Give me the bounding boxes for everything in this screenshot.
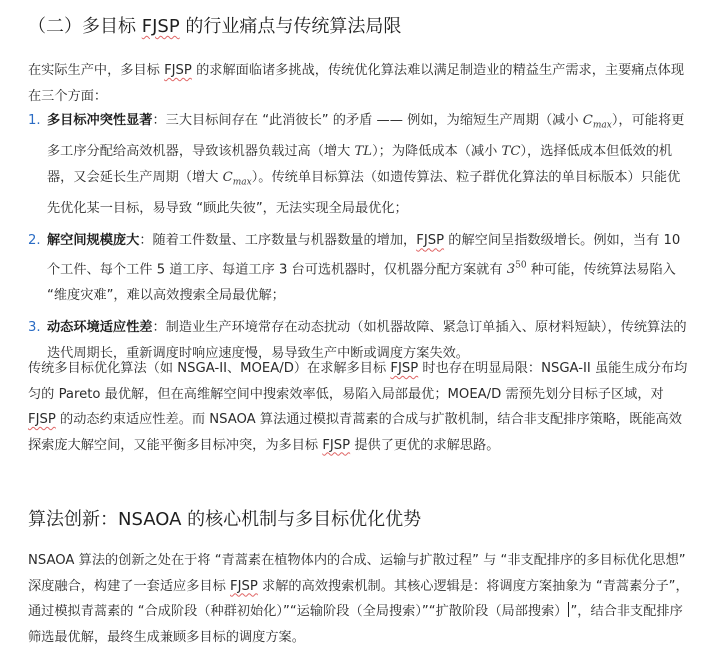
math-cmax — [582, 113, 612, 131]
list-item-text: ），选择低成本但低效的机器，又会延长生产周期（增大 — [47, 144, 673, 185]
math-base: C — [222, 169, 233, 185]
list-item-label: 多目标冲突性显著 — [47, 113, 153, 128]
math-tl: TL — [354, 144, 373, 160]
list-item-text: ：随着工件数量、工序数量与机器数量的增加， — [139, 233, 417, 249]
math-sup: 50 — [515, 260, 527, 271]
limitations-paragraph — [28, 356, 689, 458]
list-item-text: ），可能将更多工序分配给高效机器，导致该机器负载过高（增大 — [47, 113, 685, 160]
paragraph-fjsp: FJSP — [390, 361, 419, 376]
list-number: 2. — [28, 233, 41, 249]
paragraph-text: 时也存在明显局限：NSGA-II 虽能生成分布均匀的 Pareto 最优解，但在高维解空间中搜索效率低，易陷入局部最优；MOEA/D 需预先划分目标子区域，对 — [28, 361, 688, 402]
intro-paragraph — [28, 58, 689, 109]
heading-fjsp: FJSP — [141, 16, 180, 37]
math-sub: max — [232, 177, 252, 188]
paragraph-fjsp: FJSP — [230, 578, 258, 594]
list-item-label: 动态环境适应性差 — [47, 320, 153, 336]
paragraph-text: ”，结合非支配排序筛选最优解，最终生成兼顾多目标的调度方案。 — [28, 604, 683, 645]
list-item — [28, 228, 689, 308]
math-tc: TC — [501, 144, 521, 160]
paragraph-text: NSAOA 算法的创新之处在于将 “青蒿素在植物体内的合成、运输与扩散过程” 与 “非支配排序的多目标优化思想” 深度融合，构建了一套适应多目标 — [28, 553, 686, 594]
math-cmax — [222, 169, 252, 188]
paragraph-fjsp: FJSP — [28, 412, 56, 427]
paragraph-fjsp: FJSP — [322, 437, 351, 453]
section-heading-pain-points — [28, 14, 401, 40]
intro-text: 的求解面临诸多挑战，传统优化算法难以满足制造业的精益生产需求，主要痛点体现在三个方面： — [28, 63, 685, 104]
list-item-text: 的解空间呈指数级增长。例如，当有 10 个工件、每个工件 5 道工序、每道工序 3 台可选机器时，仅机器分配方案就有 — [47, 233, 681, 278]
list-item-fjsp: FJSP — [416, 233, 445, 249]
innovation-paragraph[interactable] — [28, 548, 689, 650]
math-sub: max — [592, 120, 612, 131]
list-item-label: 解空间规模庞大 — [47, 233, 140, 249]
paragraph-text: 求解的高效搜索机制。其核心逻辑是：将调度方案抽象为 “青蒿素分子”，通过模拟青蒿素的 “合成阶段（种群初始化）”“运输阶段（全局搜索）”“扩散阶段（局部搜索） — [28, 578, 689, 619]
paragraph-text: 传统多目标优化算法（如 NSGA-II、MOEA/D）在求解多目标 — [28, 361, 391, 376]
intro-text: 在实际生产中，多目标 — [28, 63, 165, 78]
math-power — [507, 262, 527, 277]
intro-fjsp: FJSP — [164, 63, 192, 78]
list-item-text: ）；为降低成本（减小 — [372, 144, 502, 160]
list-item-text: ：制造业生产环境常存在动态扰动（如机器故障、紧急订单插入、原材料短缺），传统算法的迭代周期长，重新调度时响应速度慢，易导致生产中断或调度方案失效。 — [47, 320, 687, 361]
list-item-text: 种可能，传统算法易陷入 “维度灾难”，难以高效搜索全局最优解； — [47, 262, 676, 303]
list-item — [28, 108, 689, 221]
section-heading-innovation: 算法创新：NSAOA 的核心机制与多目标优化优势 — [28, 509, 422, 530]
paragraph-text: 的动态约束适应性差。而 NSAOA 算法通过模拟青蒿素的合成与扩散机制，结合非支配排序策略，既能高效探索庞大解空间，又能平衡多目标冲突，为多目标 — [28, 412, 682, 453]
list-number: 1. — [28, 113, 41, 128]
heading-text: （二）多目标 — [28, 16, 142, 37]
math-base: 3 — [506, 262, 516, 278]
pain-point-list — [28, 108, 689, 373]
list-item-text: ）。传统单目标算法（如遗传算法、粒子群优化算法的单目标版本）只能优先优化某一目标，易导致 “顾此失彼”，无法实现全局最优化； — [47, 169, 681, 216]
paragraph-text: 提供了更优的求解思路。 — [350, 437, 500, 453]
math-base: C — [582, 113, 593, 128]
list-number: 3. — [28, 320, 41, 336]
list-item-text: ：三大目标间存在 “此消彼长” 的矛盾 —— 例如，为缩短生产周期（减小 — [152, 113, 583, 128]
heading-text: 的行业痛点与传统算法局限 — [179, 16, 402, 37]
